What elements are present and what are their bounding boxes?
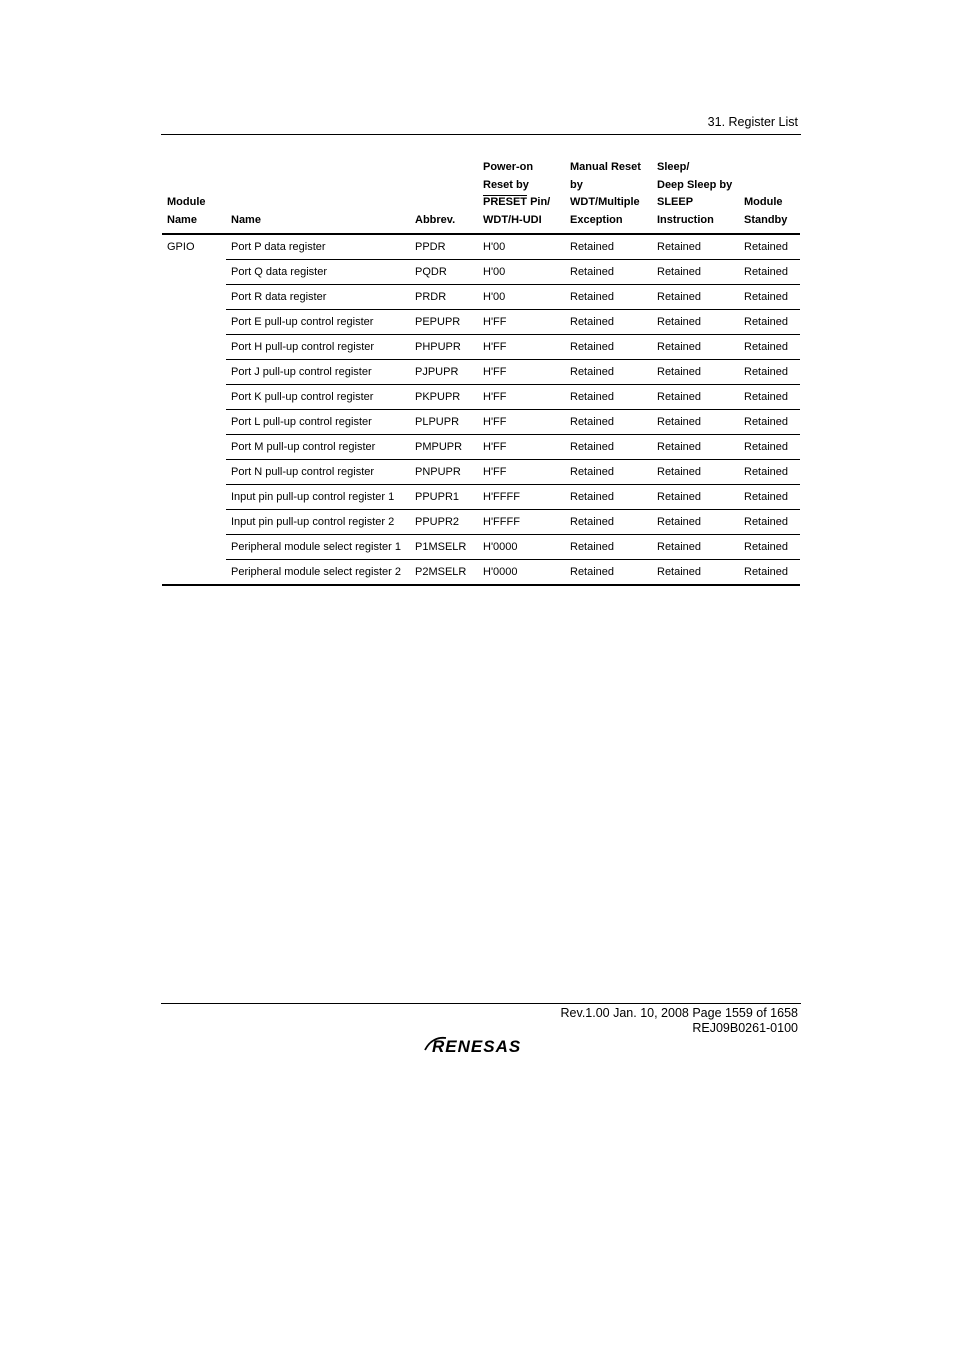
- cell-abbrev: PPUPR2: [415, 516, 460, 528]
- table-row: [162, 435, 800, 460]
- cell-sleep: Retained: [657, 391, 702, 403]
- section-header: 31. Register List: [707, 115, 798, 129]
- cell-standby: Retained: [744, 291, 789, 303]
- table-row: [162, 360, 800, 385]
- cell-standby: Retained: [744, 266, 789, 278]
- cell-standby: Retained: [744, 541, 789, 553]
- cell-name: Input pin pull-up control register 1: [231, 491, 395, 503]
- cell-sleep: Retained: [657, 341, 702, 353]
- cell-name: Input pin pull-up control register 2: [231, 516, 395, 528]
- table-row: [162, 385, 800, 410]
- cell-manual-reset: Retained: [570, 516, 615, 528]
- cell-abbrev: PPUPR1: [415, 491, 460, 503]
- cell-power-on: H'00: [483, 241, 506, 253]
- cell-name: Port M pull-up control register: [231, 441, 376, 453]
- cell-abbrev: PJPUPR: [415, 366, 459, 378]
- cell-abbrev: PRDR: [415, 291, 447, 303]
- cell-manual-reset: Retained: [570, 566, 615, 578]
- table-row: [162, 560, 800, 586]
- cell-sleep: Retained: [657, 366, 702, 378]
- register-table: [162, 155, 800, 586]
- cell-sleep: Retained: [657, 266, 702, 278]
- cell-abbrev: PEPUPR: [415, 316, 461, 328]
- cell-manual-reset: Retained: [570, 241, 615, 253]
- cell-sleep: Retained: [657, 441, 702, 453]
- cell-standby: Retained: [744, 341, 789, 353]
- cell-sleep: Retained: [657, 416, 702, 428]
- preset-overline-text: PRESET: [483, 196, 528, 208]
- cell-abbrev: PNPUPR: [415, 466, 461, 478]
- cell-sleep: Retained: [657, 466, 702, 478]
- cell-power-on: H'FF: [483, 391, 507, 403]
- cell-power-on: H'FF: [483, 316, 507, 328]
- table-row: [162, 235, 800, 260]
- cell-abbrev: PHPUPR: [415, 341, 461, 353]
- cell-sleep: Retained: [657, 241, 702, 253]
- cell-manual-reset: Retained: [570, 466, 615, 478]
- cell-manual-reset: Retained: [570, 266, 615, 278]
- cell-power-on: H'FF: [483, 416, 507, 428]
- cell-name: Port Q data register: [231, 266, 327, 278]
- table-row: [162, 285, 800, 310]
- col-sleep: Sleep/ Deep Sleep by SLEEP Instruction: [657, 161, 733, 226]
- table-row: [162, 535, 800, 560]
- svg-text:RENESAS: RENESAS: [432, 1037, 522, 1056]
- cell-name: Port L pull-up control register: [231, 416, 372, 428]
- cell-abbrev: PLPUPR: [415, 416, 460, 428]
- cell-sleep: Retained: [657, 541, 702, 553]
- cell-manual-reset: Retained: [570, 291, 615, 303]
- cell-manual-reset: Retained: [570, 391, 615, 403]
- cell-standby: Retained: [744, 491, 789, 503]
- cell-name: Port K pull-up control register: [231, 391, 374, 403]
- cell-name: Peripheral module select register 2: [231, 566, 401, 578]
- cell-abbrev: PMPUPR: [415, 441, 463, 453]
- cell-name: Port H pull-up control register: [231, 341, 375, 353]
- cell-abbrev: PKPUPR: [415, 391, 461, 403]
- cell-name: Peripheral module select register 1: [231, 541, 401, 553]
- cell-standby: Retained: [744, 466, 789, 478]
- cell-manual-reset: Retained: [570, 416, 615, 428]
- cell-power-on: H'FF: [483, 341, 507, 353]
- table-row: [162, 410, 800, 435]
- cell-standby: Retained: [744, 366, 789, 378]
- cell-abbrev: PPDR: [415, 241, 446, 253]
- header-rule: [161, 134, 801, 135]
- cell-manual-reset: Retained: [570, 541, 615, 553]
- cell-module: GPIO: [167, 241, 195, 253]
- cell-standby: Retained: [744, 566, 789, 578]
- cell-manual-reset: Retained: [570, 341, 615, 353]
- cell-power-on: H'0000: [483, 541, 518, 553]
- footer-revision: Rev.1.00 Jan. 10, 2008 Page 1559 of 1658: [560, 1006, 798, 1020]
- col-module-name: Module Name: [167, 196, 206, 226]
- cell-sleep: Retained: [657, 566, 702, 578]
- cell-power-on: H'FF: [483, 466, 507, 478]
- cell-sleep: Retained: [657, 491, 702, 503]
- table-row: [162, 260, 800, 285]
- cell-name: Port P data register: [231, 241, 326, 253]
- cell-power-on: H'FFFF: [483, 516, 520, 528]
- cell-power-on: H'00: [483, 266, 506, 278]
- cell-abbrev: P1MSELR: [415, 541, 467, 553]
- cell-name: Port E pull-up control register: [231, 316, 374, 328]
- col-manual-reset: Manual Reset by WDT/Multiple Exception: [570, 161, 641, 226]
- cell-power-on: H'0000: [483, 566, 518, 578]
- cell-abbrev: PQDR: [415, 266, 447, 278]
- table-header: [162, 155, 800, 235]
- table-row: [162, 510, 800, 535]
- cell-name: Port R data register: [231, 291, 327, 303]
- cell-standby: Retained: [744, 241, 789, 253]
- cell-name: Port N pull-up control register: [231, 466, 375, 478]
- col-abbrev: Abbrev.: [415, 213, 456, 226]
- col-module-standby: Module Standby: [744, 196, 788, 226]
- cell-manual-reset: Retained: [570, 366, 615, 378]
- col-power-on-reset: Power-on Reset by PRESET Pin/ WDT/H-UDI: [483, 161, 551, 226]
- cell-standby: Retained: [744, 441, 789, 453]
- cell-standby: Retained: [744, 416, 789, 428]
- cell-name: Port J pull-up control register: [231, 366, 372, 378]
- col-name: Name: [231, 213, 261, 226]
- cell-manual-reset: Retained: [570, 441, 615, 453]
- cell-manual-reset: Retained: [570, 316, 615, 328]
- cell-power-on: H'00: [483, 291, 506, 303]
- cell-sleep: Retained: [657, 516, 702, 528]
- table-row: [162, 335, 800, 360]
- cell-sleep: Retained: [657, 316, 702, 328]
- cell-power-on: H'FF: [483, 366, 507, 378]
- cell-power-on: H'FF: [483, 441, 507, 453]
- table-row: [162, 485, 800, 510]
- footer-doc-number: REJ09B0261-0100: [692, 1021, 798, 1035]
- cell-standby: Retained: [744, 316, 789, 328]
- cell-power-on: H'FFFF: [483, 491, 520, 503]
- cell-standby: Retained: [744, 516, 789, 528]
- cell-standby: Retained: [744, 391, 789, 403]
- footer-rule: [161, 1003, 801, 1004]
- table-row: [162, 310, 800, 335]
- table-row: [162, 460, 800, 485]
- cell-sleep: Retained: [657, 291, 702, 303]
- cell-manual-reset: Retained: [570, 491, 615, 503]
- renesas-logo: [422, 1034, 540, 1056]
- table-body: [162, 235, 800, 586]
- cell-abbrev: P2MSELR: [415, 566, 467, 578]
